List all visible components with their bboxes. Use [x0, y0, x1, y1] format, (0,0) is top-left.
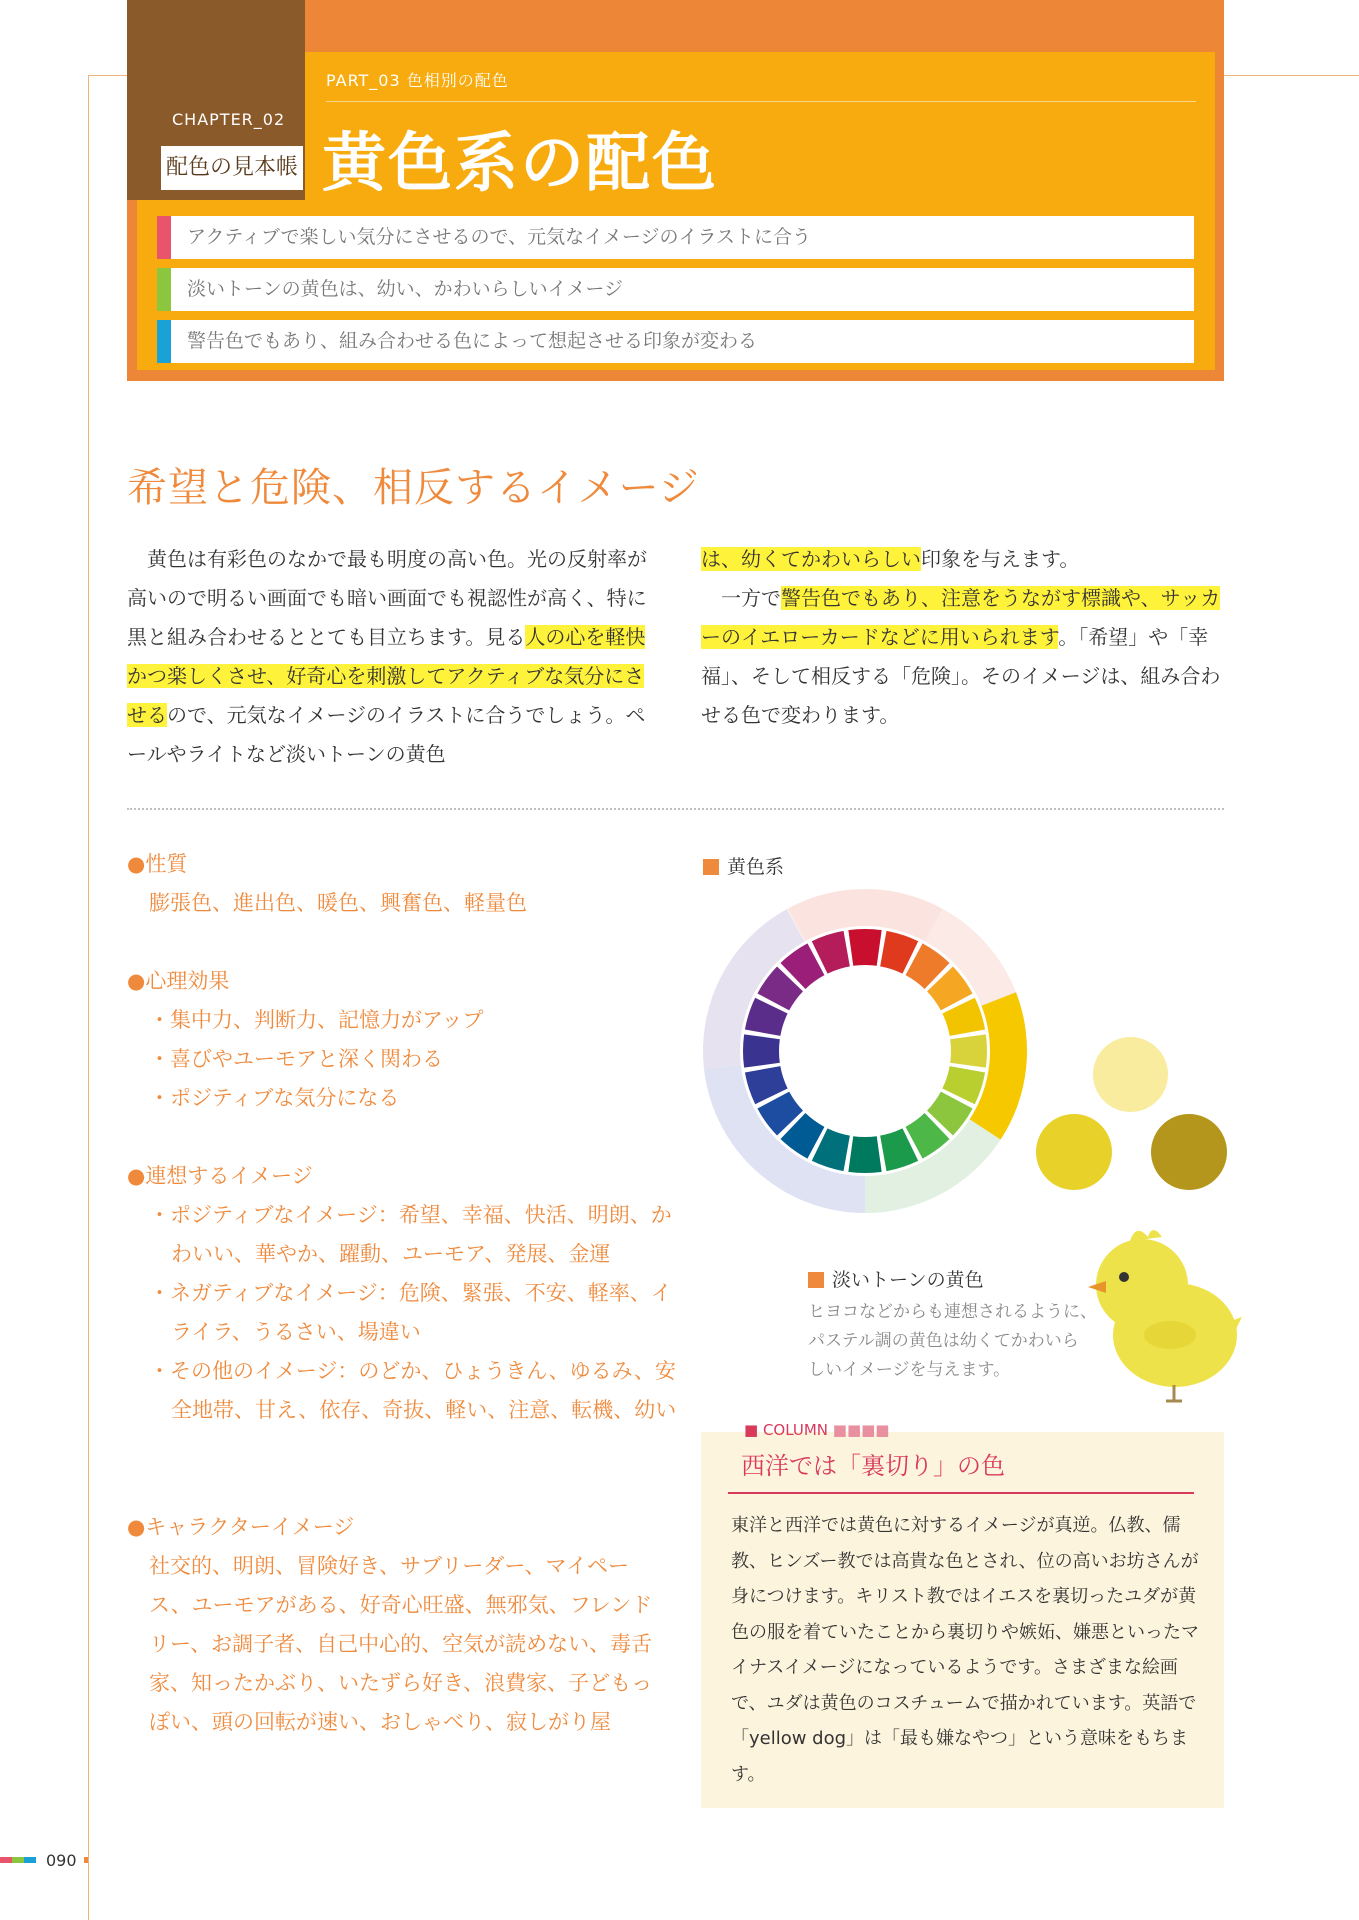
column-body: 東洋と西洋では黄色に対するイメージが真逆。仏教、儒教、ヒンズー教では高貴な色とされ、位の高いお坊さんが身につけます。キリスト教ではイエスを裏切ったユダが黄色の服を着ていたことから裏切りや嫉妬、嫌悪といったマイナスイメージになっているようです。さまざまな絵画で、ユダは黄色のコスチュームで描かれています。英語で「yellow dog」は「最も嫌なやつ」という意味をもちます。 [731, 1515, 1199, 1785]
section-title: 希望と危険、相反するイメージ [127, 465, 700, 511]
page-title: 黄色系の配色 [322, 127, 718, 201]
feature-text: 淡いトーンの黄色は、幼い、かわいらしいイメージ [187, 278, 624, 300]
assoc-item [149, 1274, 681, 1352]
feature-bar [157, 268, 171, 311]
psych-item: ・ポジティブな気分になる [149, 1086, 400, 1110]
body-highlight: 警告色でもあり、注意をうながす標識や、サッカーのイエローカードなどに用いられます [701, 586, 1221, 649]
feature-bar [157, 320, 171, 363]
pale-tone-description [808, 1298, 1097, 1385]
chapter-label: CHAPTER_02 [172, 110, 286, 129]
pale-tone-line: しいイメージを与えます。 [808, 1360, 1011, 1380]
feature-bar [157, 216, 171, 259]
column-title: 西洋では「裏切り」の色 [741, 1452, 1005, 1480]
feature-line [157, 320, 1194, 363]
body-text: 。「希望」や「幸福」、そして相反する「危険」。そのイメージは、組み合わせる色で変わります。 [701, 625, 1221, 727]
wheel-label [703, 852, 784, 879]
margin-line [88, 75, 89, 1920]
part-label: PART_03 色相別の配色 [326, 71, 509, 90]
body-right [701, 540, 1226, 735]
body-highlight: は、幼くてかわいらしい [701, 547, 921, 571]
chick-illustration [1070, 1205, 1250, 1405]
assoc-body: 危険、緊張、不安、軽率、イライラ、うるさい、場違い [171, 1281, 672, 1344]
column-rule [728, 1492, 1194, 1494]
assoc-label: ●連想するイメージ [127, 1164, 313, 1188]
feature-text: 警告色でもあり、組み合わせる色によって想起させる印象が変わる [187, 330, 758, 352]
psych-item: ・喜びやユーモアと深く関わる [149, 1047, 443, 1071]
assoc-head: ・その他のイメージ： [149, 1359, 359, 1383]
page-number: 090 [46, 1851, 77, 1870]
pale-yellow-swatch [1093, 1037, 1168, 1112]
psych-label: ●心理効果 [127, 969, 230, 993]
assoc-body: 希望、幸福、快活、明朗、かわいい、華やか、躍動、ユーモア、発展、金運 [171, 1203, 672, 1266]
wheel-hue-segment [848, 929, 881, 966]
pale-tone-line: ヒヨコなどからも連想されるように、 [808, 1302, 1097, 1322]
feature-line [157, 268, 1194, 311]
assoc-item [149, 1196, 681, 1274]
wheel-hue-segment [848, 1136, 881, 1173]
body-left [127, 540, 653, 774]
body-text: ので、元気なイメージのイラストに合うでしょう。ペールやライトなど淡いトーンの黄色 [127, 703, 646, 766]
pale-tone-line: パステル調の黄色は幼くてかわいら [808, 1331, 1079, 1351]
square-icon [703, 859, 719, 875]
psych-item: ・集中力、判断力、記憶力がアップ [149, 1008, 484, 1032]
body-highlight: 人の心を軽快かつ楽しくさせ、好奇心を刺激してアクティブな気分にさせる [127, 625, 646, 727]
wheel-hue-segment [950, 1034, 987, 1067]
pale-tone-label-text: 淡いトーンの黄色 [832, 1269, 984, 1291]
assoc-head: ・ネガティブなイメージ： [149, 1281, 399, 1305]
wheel-label-text: 黄色系 [727, 856, 785, 878]
nature-label: ●性質 [127, 852, 188, 876]
body-text: 印象を与えます。 [921, 547, 1080, 571]
chapter-sub-label: 配色の見本帳 [161, 146, 303, 190]
part-rule [326, 101, 1196, 102]
nature-text: 膨張色、進出色、暖色、興奮色、軽量色 [149, 891, 527, 915]
assoc-head: ・ポジティブなイメージ： [149, 1203, 399, 1227]
body-text: 黄色は有彩色のなかで最も明度の高い色。光の反射率が高いので明るい画面でも暗い画面でも視認性が高く、特に黒と組み合わせるととても目立ちます。見る [127, 547, 647, 649]
character-label: ●キャラクターイメージ [127, 1515, 355, 1539]
pale-tone-label [808, 1265, 984, 1292]
column-tag: ■ COLUMN ■■■■ [744, 1421, 890, 1439]
yellow-swatch [1036, 1114, 1112, 1190]
feature-text: アクティブで楽しい気分にさせるので、元気なイメージのイラストに合う [187, 226, 811, 248]
divider [127, 808, 1224, 810]
wheel-hue-segment [743, 1034, 780, 1067]
body-text: 一方で [721, 586, 781, 610]
square-icon [808, 1272, 824, 1288]
color-wheel [700, 886, 1030, 1216]
assoc-item [149, 1352, 681, 1430]
character-text: 社交的、明朗、冒険好き、サブリーダー、マイペース、ユーモアがある、好奇心旺盛、無邪気、フレンドリー、お調子者、自己中心的、空気が読めない、毒舌家、知ったかぶり、いたずら好き、浪費家、子どもっぽい、頭の回転が速い、おしゃべり、寂しがり屋 [149, 1554, 653, 1734]
feature-line [157, 216, 1194, 259]
column-tag-text: COLUMN [762, 1421, 828, 1439]
margin-line-top-left [88, 75, 128, 76]
dark-yellow-swatch [1151, 1114, 1227, 1190]
margin-line-top-right [1224, 75, 1359, 76]
assoc-body: のどか、ひょうきん、ゆるみ、安全地帯、甘え、依存、奇抜、軽い、注意、転機、幼い [171, 1359, 677, 1422]
